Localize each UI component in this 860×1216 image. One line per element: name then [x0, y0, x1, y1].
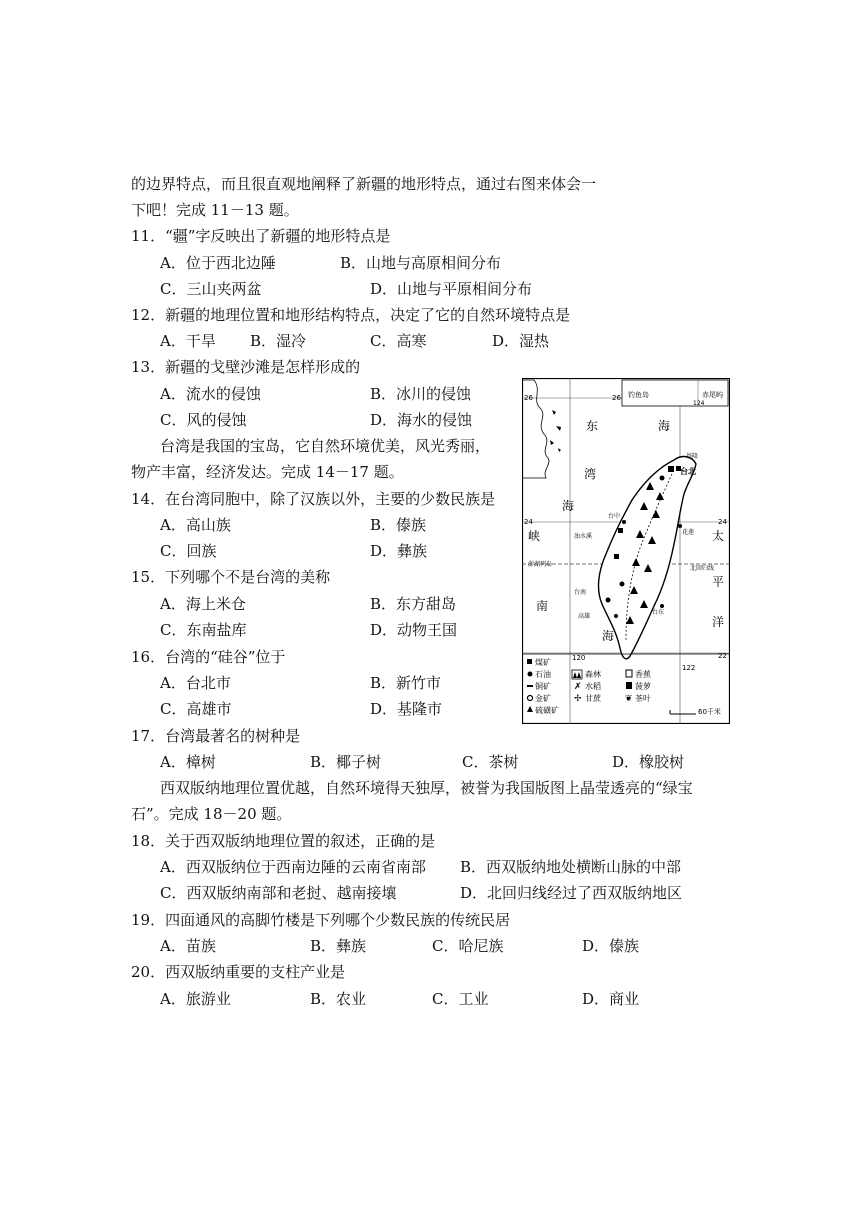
option: D．傣族 [582, 937, 640, 955]
option: B．彝族 [310, 937, 367, 955]
option: D．山地与平原相间分布 [370, 280, 533, 298]
question-17-stem: 17．台湾最著名的树种是 [131, 727, 301, 745]
inset-lon: 124 [693, 400, 705, 407]
question-19-stem: 19．四面通风的高脚竹楼是下列哪个少数民族的传统民居 [131, 911, 511, 929]
south-sea-1: 南 [536, 599, 549, 613]
strait-2: 海 [562, 499, 575, 513]
legend-forest: 森林 [585, 670, 601, 679]
strait-3: 峡 [528, 529, 541, 543]
option: D．动物王国 [370, 621, 458, 639]
pacific-3: 洋 [712, 615, 725, 629]
pacific-1: 太 [712, 529, 725, 543]
option: C．回族 [160, 542, 217, 560]
question-16-stem: 16．台湾的“硅谷”位于 [131, 648, 286, 666]
legend-sugarcane: 甘蔗 [585, 694, 601, 703]
option: B．山地与高原相间分布 [340, 254, 502, 272]
option: A．旅游业 [160, 990, 231, 1008]
pacific-2: 平 [712, 575, 725, 589]
option: A．苗族 [160, 937, 216, 955]
svg-text:❦: ❦ [625, 694, 633, 704]
question-18-stem: 18．关于西双版纳地理位置的叙述，正确的是 [131, 832, 436, 850]
option: C．茶树 [462, 753, 519, 771]
legend-copper: 铜矿 [535, 682, 551, 691]
place-taitung: 台东 [652, 609, 665, 616]
legend-rice: 水稻 [585, 682, 601, 691]
option: C．三山夹两盆 [160, 280, 262, 298]
taiwan-map [522, 378, 730, 724]
legend-oil: 石油 [535, 670, 551, 679]
question-11-stem: 11．“疆”字反映出了新疆的地形特点是 [131, 227, 391, 245]
strait-1: 湾 [584, 467, 597, 481]
tick-26-left: 26 [524, 394, 533, 402]
option: D．北回归线经过了西双版纳地区 [460, 884, 683, 902]
question-20-stem: 20．西双版纳重要的支柱产业是 [131, 963, 346, 981]
svg-text:✢: ✢ [574, 694, 582, 704]
tick-122: 122 [682, 664, 696, 672]
option: D．基隆市 [370, 700, 443, 718]
question-15-stem: 15．下列哪个不是台湾的美称 [131, 568, 331, 586]
option: A．流水的侵蚀 [160, 385, 261, 403]
sea-east-1: 东 [586, 419, 599, 433]
question-12-stem: 12．新疆的地理位置和地形结构特点，决定了它的自然环境特点是 [131, 306, 571, 324]
option: A．西双版纳位于西南边陲的云南省南部 [160, 858, 426, 876]
place-tropic: 北回归线 [690, 565, 715, 572]
place-zhuoshui: 浊水溪 [574, 533, 593, 540]
inset-diaoyu: 钓鱼岛 [628, 391, 649, 399]
option: B．东方甜岛 [370, 595, 457, 613]
sea-east-2: 海 [658, 419, 671, 433]
option: C．高雄市 [160, 700, 232, 718]
tick-24-right: 24 [718, 518, 727, 526]
place-taipei: 台北 [680, 467, 696, 476]
option: C．哈尼族 [432, 937, 504, 955]
xsbn-passage-line-1: 西双版纳地理位置优越，自然环境得天独厚，被誉为我国版图上晶莹透亮的“绿宝 [160, 779, 693, 797]
option: B．湿冷 [250, 332, 307, 350]
option: D．湿热 [492, 332, 550, 350]
tick-24-left: 24 [524, 518, 533, 526]
legend-pineapple: 菠萝 [635, 682, 651, 691]
tick-26-right: 26 [612, 394, 621, 402]
legend-sulfur: 硫磺矿 [535, 706, 559, 715]
option: C．西双版纳南部和老挝、越南接壤 [160, 884, 397, 902]
option: C．工业 [432, 990, 489, 1008]
place-hualien: 花莲 [682, 529, 695, 536]
option: A．樟树 [160, 753, 216, 771]
scale-label: 60千米 [698, 708, 721, 716]
option: D．彝族 [370, 542, 428, 560]
option: A．位于西北边陲 [160, 254, 276, 272]
place-keelung: 基隆 [686, 453, 699, 460]
option: B．椰子树 [310, 753, 382, 771]
option: A．干旱 [160, 332, 216, 350]
legend-gold: 金矿 [535, 694, 551, 703]
tick-120: 120 [572, 654, 586, 662]
place-penghu: 澎湖列岛 [528, 561, 553, 568]
taiwan-passage-line-1: 台湾是我国的宝岛，它自然环境优美，风光秀丽， [160, 437, 491, 455]
place-taichung: 台中 [608, 513, 621, 520]
intro-line-1: 的边界特点，而且很直观地阐释了新疆的地形特点，通过右图来体会一 [131, 175, 597, 193]
option: B．傣族 [370, 516, 427, 534]
question-14-stem: 14．在台湾同胞中，除了汉族以外，主要的少数民族是 [131, 490, 496, 508]
question-13-stem: 13．新疆的戈壁沙滩是怎样形成的 [131, 358, 361, 376]
legend-coal: 煤矿 [535, 658, 551, 667]
taiwan-passage-line-2: 物产丰富，经济发达。完成 14－17 题。 [131, 463, 404, 481]
south-sea-2: 海 [602, 629, 615, 643]
option: D．商业 [582, 990, 640, 1008]
option: A．台北市 [160, 674, 231, 692]
xsbn-passage-line-2: 石”。完成 18－20 题。 [131, 805, 292, 823]
option: C．东南盐库 [160, 621, 247, 639]
option: B．新竹市 [370, 674, 442, 692]
tick-22: 22 [718, 652, 727, 660]
option: B．农业 [310, 990, 367, 1008]
option: A．海上米仓 [160, 595, 246, 613]
place-kaohsiung: 高雄 [578, 613, 591, 620]
option: D．橡胶树 [612, 753, 685, 771]
svg-text:✗: ✗ [574, 682, 582, 692]
inset-chiwei: 赤尾屿 [702, 391, 723, 399]
option: D．海水的侵蚀 [370, 411, 473, 429]
option: A．高山族 [160, 516, 231, 534]
option: B．冰川的侵蚀 [370, 385, 472, 403]
option: B．西双版纳地处横断山脉的中部 [460, 858, 682, 876]
legend-banana: 香蕉 [635, 670, 651, 679]
option: C．风的侵蚀 [160, 411, 247, 429]
place-tainan: 台南 [574, 589, 587, 596]
intro-line-2: 下吧！完成 11－13 题。 [131, 201, 299, 219]
option: C．高寒 [370, 332, 427, 350]
legend-tea: 茶叶 [635, 694, 651, 703]
